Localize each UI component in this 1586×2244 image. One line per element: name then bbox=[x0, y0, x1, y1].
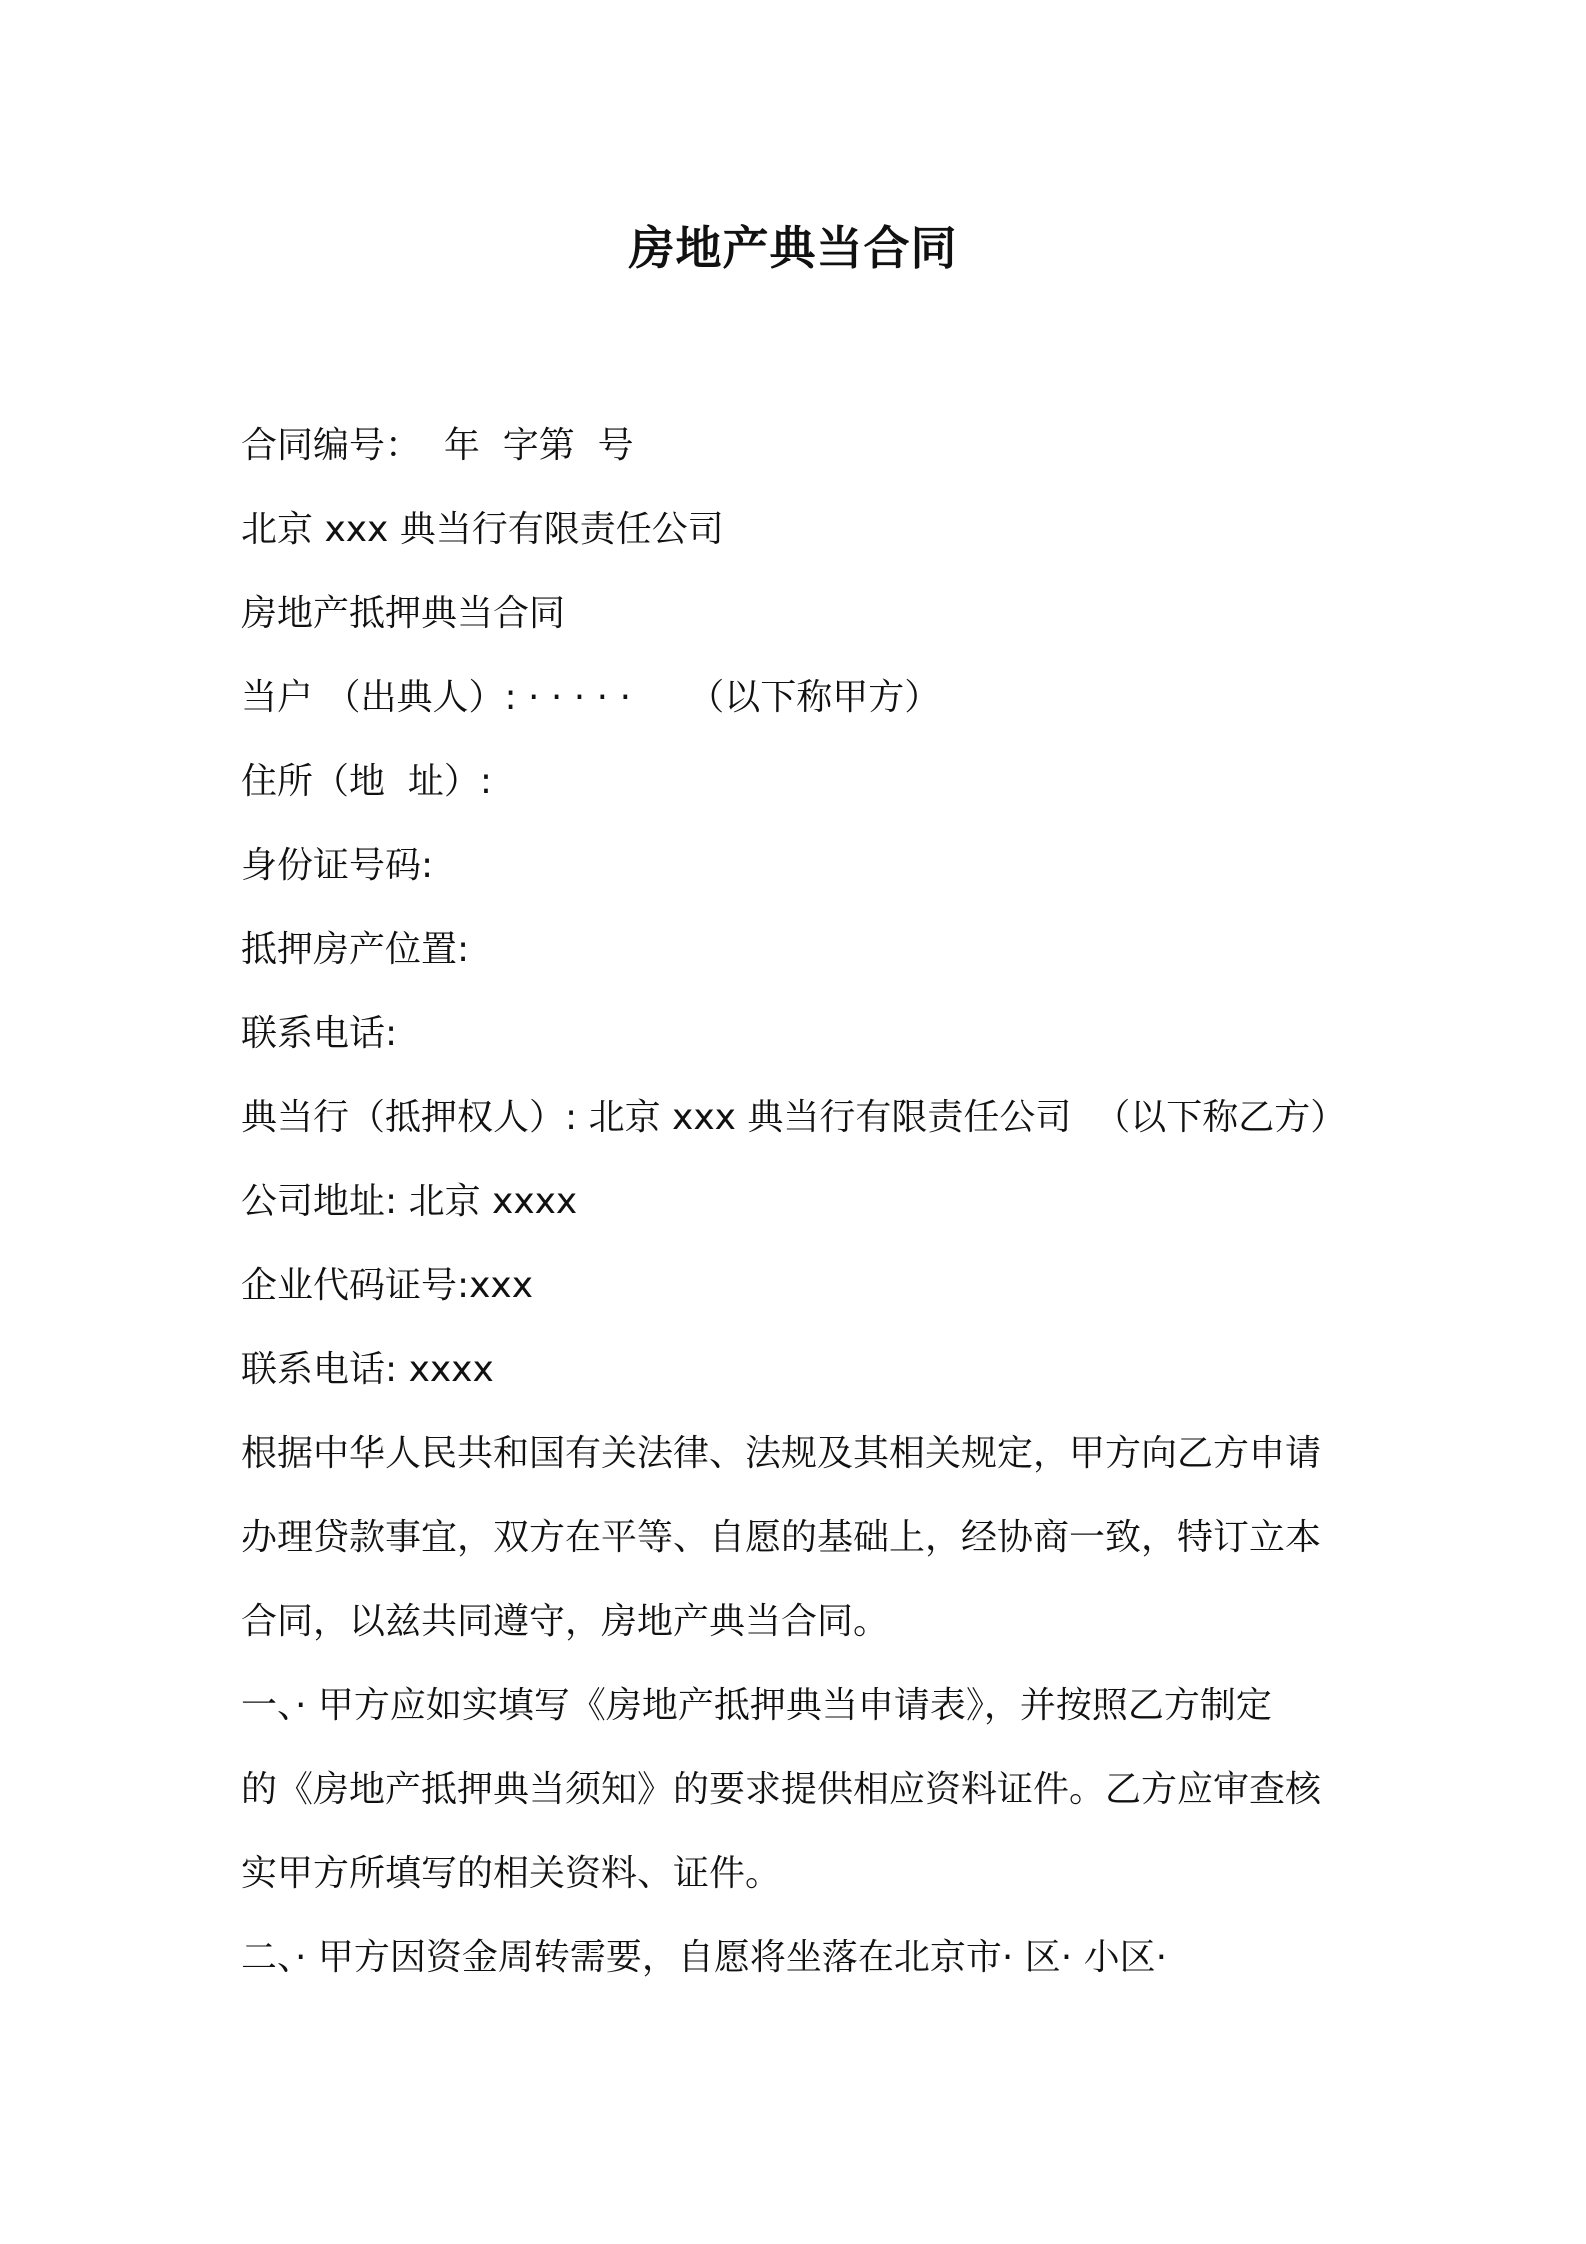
party-a-id-line: 身份证号码: bbox=[241, 845, 434, 886]
party-b-code-line: 企业代码证号:xxx bbox=[241, 1265, 534, 1306]
contract-type-line: 房地产抵押典当合同 bbox=[241, 593, 566, 634]
clause-1-line-3: 实甲方所填写的相关资料、证件。 bbox=[241, 1853, 782, 1894]
party-a-phone-line: 联系电话: bbox=[241, 1013, 398, 1054]
party-b-address-line: 公司地址: 北京 xxxx bbox=[241, 1181, 578, 1222]
clause-1-line-1: 一、· 甲方应如实填写《房地产抵押典当申请表》，并按照乙方制定 bbox=[241, 1685, 1272, 1726]
party-b-line: 典当行（抵押权人）: 北京 xxx 典当行有限责任公司 （以下称乙方） bbox=[241, 1097, 1347, 1138]
contract-number-line: 合同编号： 年 字第 号 bbox=[241, 425, 634, 466]
preamble-line-2: 办理贷款事宜，双方在平等、自愿的基础上，经协商一致，特订立本 bbox=[241, 1517, 1322, 1558]
preamble-line-1: 根据中华人民共和国有关法律、法规及其相关规定，甲方向乙方申请 bbox=[241, 1433, 1322, 1474]
document-title: 房地产典当合同 bbox=[628, 221, 958, 275]
party-a-line: 当户 （出典人）: · · · · · （以下称甲方） bbox=[241, 677, 941, 718]
clause-2-line-1: 二、· 甲方因资金周转需要，自愿将坐落在北京市· 区· 小区· bbox=[241, 1937, 1168, 1978]
party-a-address-line: 住所（地 址）: bbox=[241, 761, 493, 802]
party-b-phone-line: 联系电话: xxxx bbox=[241, 1349, 494, 1390]
property-location-line: 抵押房产位置: bbox=[241, 929, 470, 970]
clause-1-line-2: 的《房地产抵押典当须知》的要求提供相应资料证件。乙方应审查核 bbox=[241, 1769, 1322, 1810]
document-body bbox=[241, 404, 1353, 2000]
preamble-line-3: 合同，以兹共同遵守，房地产典当合同。 bbox=[241, 1601, 890, 1642]
pawnshop-name-line: 北京 xxx 典当行有限责任公司 bbox=[241, 509, 724, 550]
